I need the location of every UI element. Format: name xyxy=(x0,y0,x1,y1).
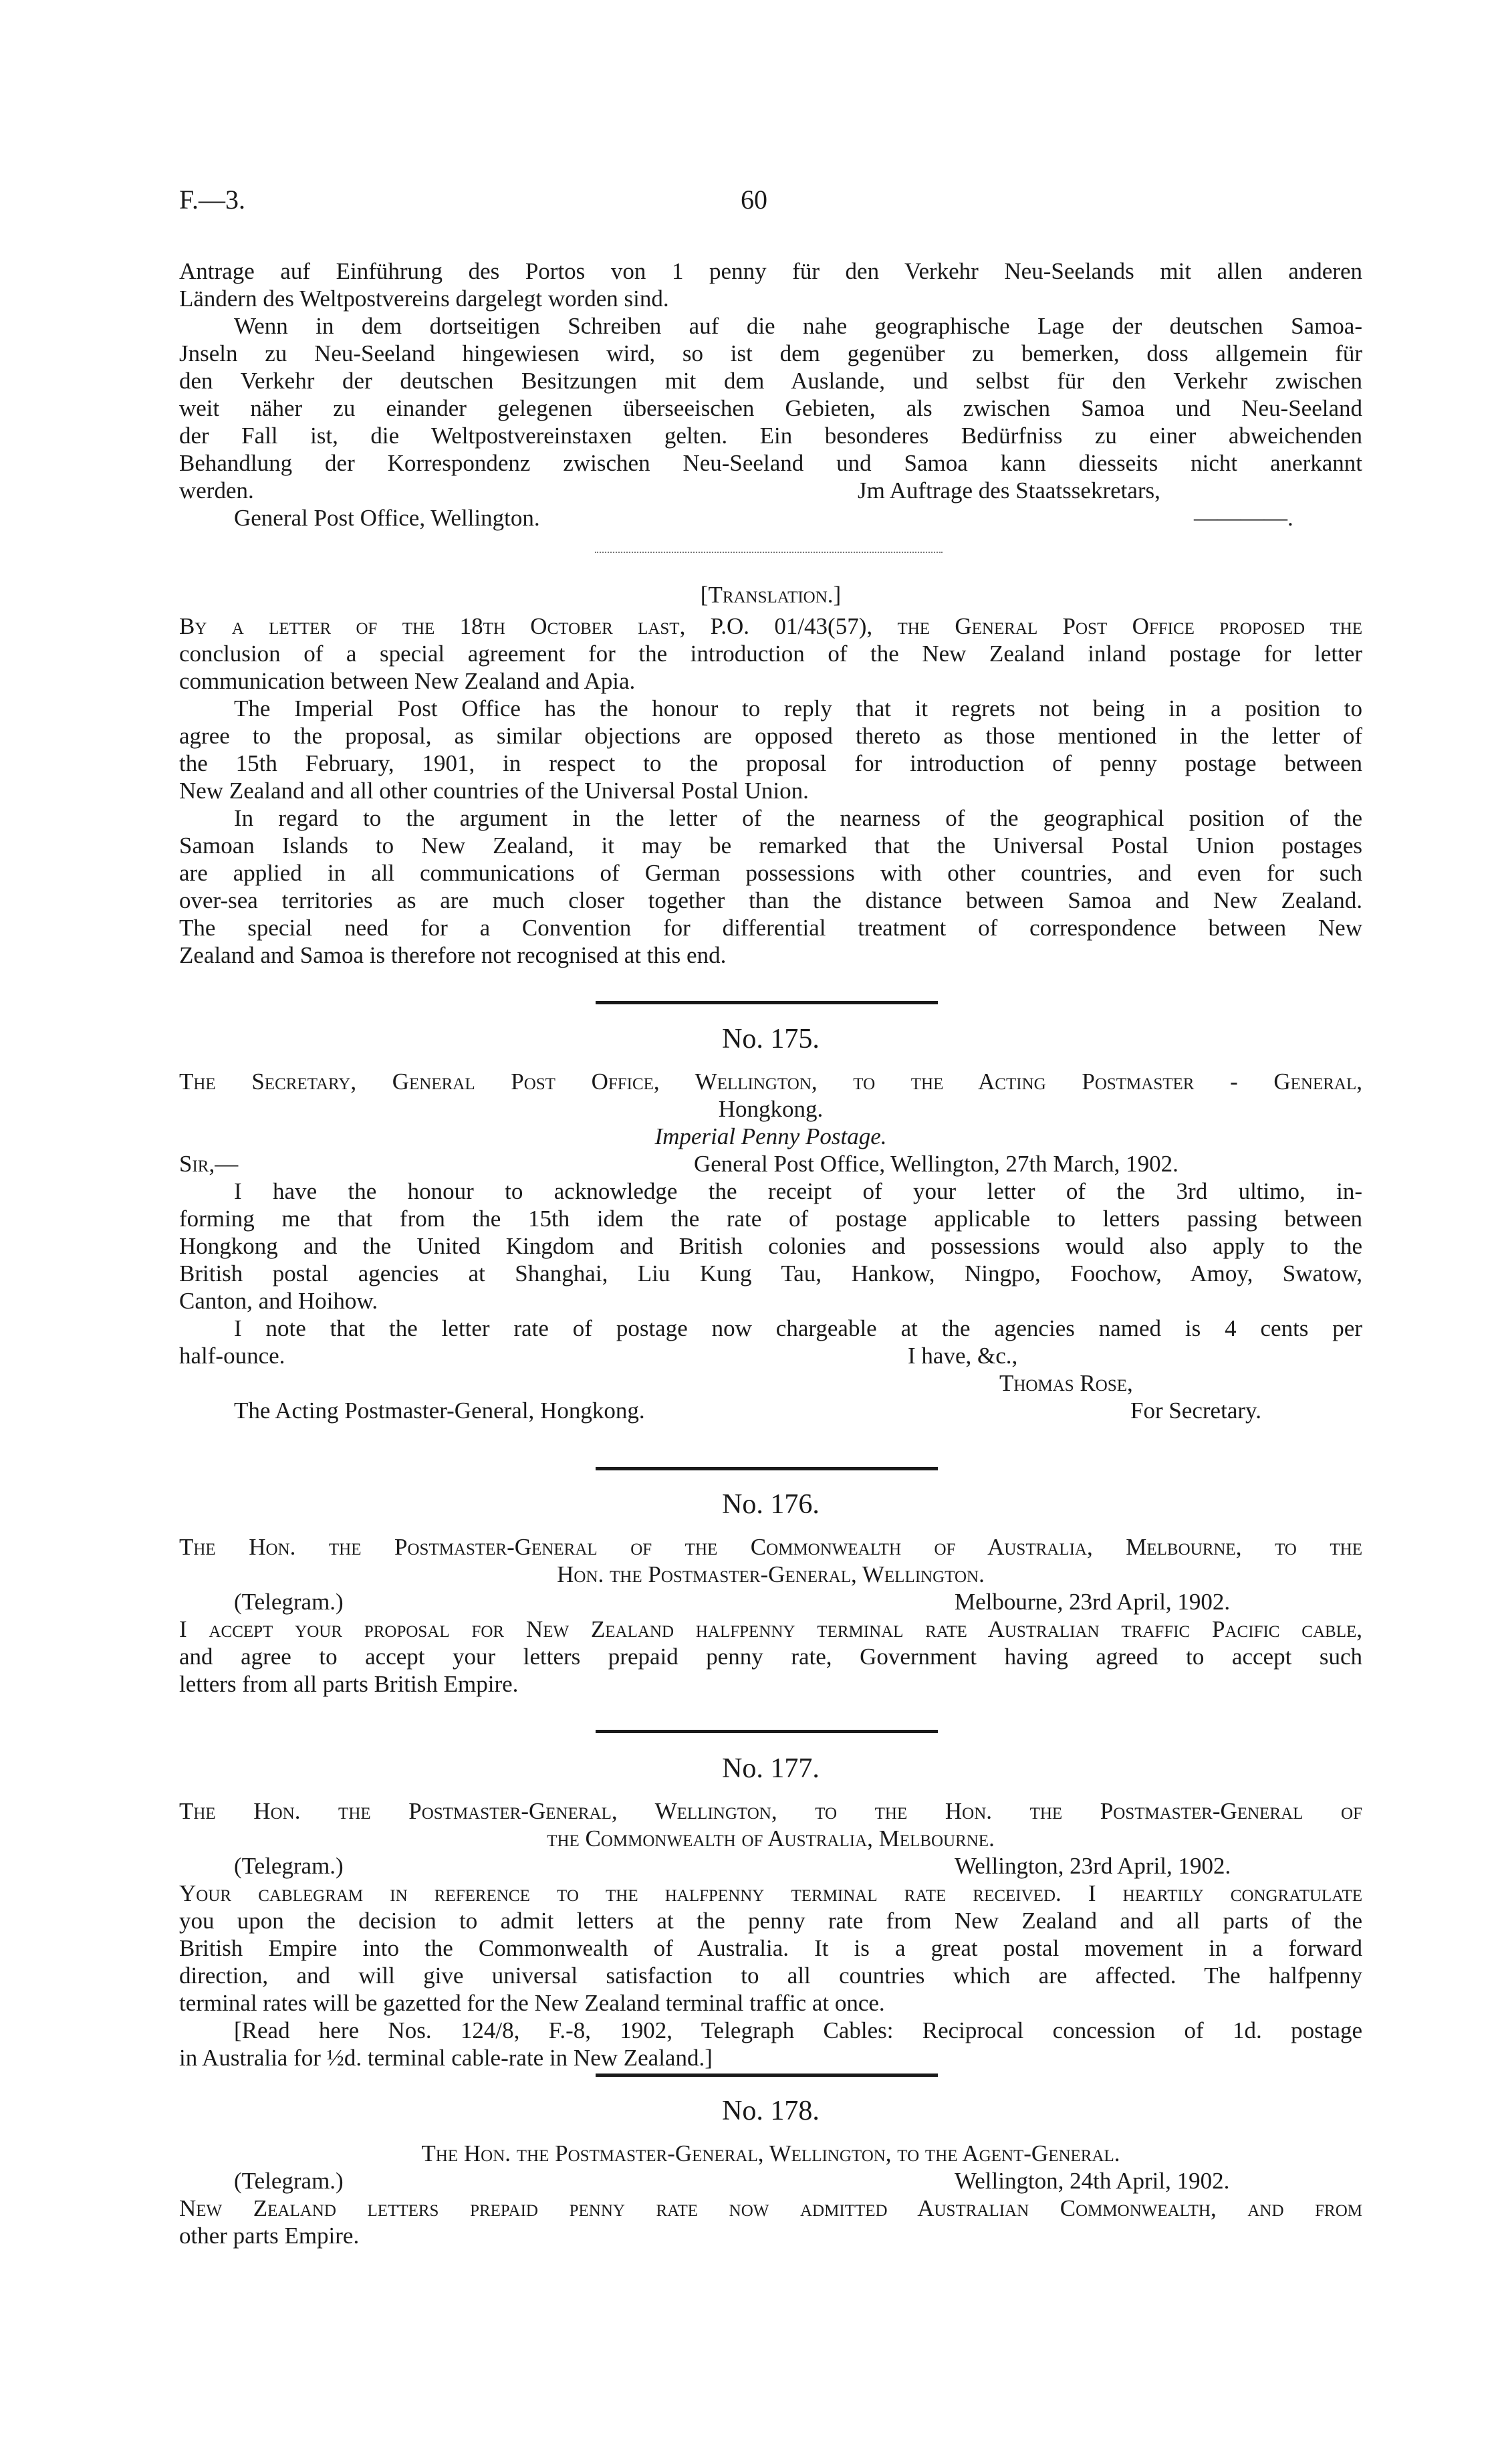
document-176 xyxy=(179,1533,1362,1698)
text-line: der Fall ist, die Weltpostvereinstaxen gelten. Ein besonderes Bedürfniss zu einer abweichenden xyxy=(179,423,1362,449)
divider xyxy=(595,552,943,553)
text-line: are applied in all communications of German possessions with other countries, and even for such xyxy=(179,860,1362,886)
text-line: Zealand and Samoa is therefore not recognised at this end. xyxy=(179,942,727,968)
text-line: half-ounce. xyxy=(179,1343,285,1369)
telegram-row xyxy=(179,2167,1362,2195)
text-line: New Zealand and all other countries of the Universal Postal Union. xyxy=(179,778,809,804)
signer-title: For Secretary. xyxy=(1130,1397,1261,1424)
dateline: General Post Office, Wellington, 27th March, 1902. xyxy=(694,1151,1178,1177)
subject-line: Imperial Penny Postage. xyxy=(654,1123,887,1149)
document-number: No. 175. xyxy=(722,1024,820,1054)
text-line: other parts Empire. xyxy=(179,2223,360,2249)
text-line: werden. xyxy=(179,477,254,503)
text-line: New Zealand letters prepaid penny rate now admitted Australian Commonwealth, and from xyxy=(179,2195,1362,2221)
signer: Thomas Rose, xyxy=(999,1370,1133,1396)
text-line: By a letter of the 18th October last, P.O. 01/43(57), the General Post Office proposed the xyxy=(179,613,1362,639)
text-line: den Verkehr der deutschen Besitzungen mit dem Auslande, und selbst für den Verkehr zwischen xyxy=(179,368,1362,394)
heading-line: Hon. the Postmaster-General, Wellington. xyxy=(557,1561,985,1587)
addressee-row xyxy=(179,1397,1362,1424)
document-175 xyxy=(179,1068,1362,1424)
heading-line: The Hon. the Postmaster-General of the Commonwealth of Australia, Melbourne, to the xyxy=(179,1534,1362,1560)
text-line: weit näher zu einander gelegenen überseeischen Gebieten, als zwischen Samoa und Neu-Seeland xyxy=(179,395,1362,421)
document-number: No. 178. xyxy=(722,2096,820,2126)
dateline: Wellington, 24th April, 1902. xyxy=(955,2168,1230,2194)
page-ref: F.—3. xyxy=(179,185,246,215)
signer-row xyxy=(179,1369,1362,1397)
german-letter xyxy=(179,257,1362,532)
text-line: Ländern des Weltpostvereins dargelegt worden sind. xyxy=(179,286,669,312)
telegram-row xyxy=(179,1588,1362,1615)
text-line: direction, and will give universal satisfaction to all countries which are affected. The halfpenny xyxy=(179,1963,1362,1989)
text-line: British Empire into the Commonwealth of Australia. It is a great postal movement in a forward xyxy=(179,1935,1362,1961)
text-line: I accept your proposal for New Zealand halfpenny terminal rate Australian traffic Pacific cable, xyxy=(179,1616,1362,1642)
text-line: Jnseln zu Neu-Seeland hingewiesen wird, so ist dem gegenüber zu bemerken, doss allgemein für xyxy=(179,340,1362,366)
page-number: 60 xyxy=(741,185,767,215)
telegram-label: (Telegram.) xyxy=(234,1853,344,1879)
text-line: letters from all parts British Empire. xyxy=(179,1671,519,1697)
text-line: [Read here Nos. 124/8, F.-8, 1902, Telegraph Cables: Reciprocal concession of 1d. postage xyxy=(234,2017,1362,2043)
document-177 xyxy=(179,1797,1362,2071)
text-line: over-sea territories as are much closer together than the distance between Samoa and New Zealand. xyxy=(179,887,1362,913)
text-line: The special need for a Convention for differential treatment of correspondence between New xyxy=(179,915,1362,941)
text-line: Wenn in dem dortseitigen Schreiben auf die nahe geographische Lage der deutschen Samoa- xyxy=(234,313,1362,339)
text-line: In regard to the argument in the letter of the nearness of the geographical position of the xyxy=(234,805,1362,831)
text-line: I have the honour to acknowledge the receipt of your letter of the 3rd ultimo, in- xyxy=(234,1178,1362,1204)
salutation: Sir,— xyxy=(179,1151,239,1177)
document-178 xyxy=(179,2140,1362,2249)
text-line: British postal agencies at Shanghai, Liu Kung Tau, Hankow, Ningpo, Foochow, Amoy, Swatow, xyxy=(179,1260,1362,1286)
translation-section xyxy=(179,581,1362,969)
text-line: Canton, and Hoihow. xyxy=(179,1288,378,1314)
closing: I have, &c., xyxy=(908,1343,1018,1369)
text-line: Jm Auftrage des Staatssekretars, xyxy=(858,477,1160,503)
text-line: I note that the letter rate of postage now chargeable at the agencies named is 4 cents per xyxy=(234,1315,1362,1341)
section-rule xyxy=(596,1730,938,1733)
text-line: Hongkong and the United Kingdom and British colonies and possessions would also apply to the xyxy=(179,1233,1362,1259)
translation-heading: [Translation.] xyxy=(700,582,842,608)
text-line: forming me that from the 15th idem the rate of postage applicable to letters passing between xyxy=(179,1206,1362,1232)
telegram-row xyxy=(179,1852,1362,1880)
heading-line: The Secretary, General Post Office, Wellington, to the Acting Postmaster - General, xyxy=(179,1069,1362,1095)
text-line: and agree to accept your letters prepaid penny rate, Government having agreed to accept such xyxy=(179,1644,1362,1670)
telegram-label: (Telegram.) xyxy=(234,2168,344,2194)
text-line: conclusion of a special agreement for the introduction of the New Zealand inland postage for letter xyxy=(179,641,1362,667)
text-line: Samoan Islands to New Zealand, it may be remarked that the Universal Postal Union postages xyxy=(179,832,1362,859)
text-line: agree to the proposal, as similar objections are opposed thereto as those mentioned in the letter of xyxy=(179,723,1362,749)
text-line: The Imperial Post Office has the honour to reply that it regrets not being in a position to xyxy=(234,695,1362,721)
document-number: No. 177. xyxy=(722,1753,820,1784)
heading-line: the Commonwealth of Australia, Melbourne. xyxy=(547,1825,995,1852)
closing-row xyxy=(179,477,1362,504)
text-line: the 15th February, 1901, in respect to the proposal for introduction of penny postage between xyxy=(179,750,1362,776)
text-line: terminal rates will be gazetted for the New Zealand terminal traffic at once. xyxy=(179,1990,885,2016)
salutation-row xyxy=(179,1150,1362,1178)
text-line: Antrage auf Einführung des Portos von 1 penny für den Verkehr Neu-Seelands mit allen anderen xyxy=(179,258,1362,284)
address-row xyxy=(179,504,1362,532)
sender-address: General Post Office, Wellington. xyxy=(234,505,540,531)
section-rule xyxy=(596,2074,938,2077)
telegram-label: (Telegram.) xyxy=(234,1589,344,1615)
text-line: in Australia for ½d. terminal cable-rate in New Zealand.] xyxy=(179,2045,713,2071)
text-line: Your cablegram in reference to the halfpenny terminal rate received. I heartily congratulate xyxy=(179,1880,1362,1906)
document-number: No. 176. xyxy=(722,1489,820,1520)
heading-line: The Hon. the Postmaster-General, Wellington, to the Agent-General. xyxy=(421,2140,1120,2166)
text-line: communication between New Zealand and Apia. xyxy=(179,668,636,694)
signature-dash: ————. xyxy=(1194,505,1293,531)
heading-line: Hongkong. xyxy=(718,1096,824,1122)
addressee: The Acting Postmaster-General, Hongkong. xyxy=(234,1397,645,1424)
heading-line: The Hon. the Postmaster-General, Wellington, to the Hon. the Postmaster-General of xyxy=(179,1798,1362,1824)
text-line: Behandlung der Korrespondenz zwischen Neu-Seeland und Samoa kann diesseits nicht anerkannt xyxy=(179,450,1362,476)
closing-row xyxy=(179,1342,1362,1369)
text-line: you upon the decision to admit letters at the penny rate from New Zealand and all parts of the xyxy=(179,1908,1362,1934)
dateline: Wellington, 23rd April, 1902. xyxy=(955,1853,1231,1879)
section-rule xyxy=(596,1001,938,1004)
section-rule xyxy=(596,1467,938,1470)
dateline: Melbourne, 23rd April, 1902. xyxy=(955,1589,1231,1615)
